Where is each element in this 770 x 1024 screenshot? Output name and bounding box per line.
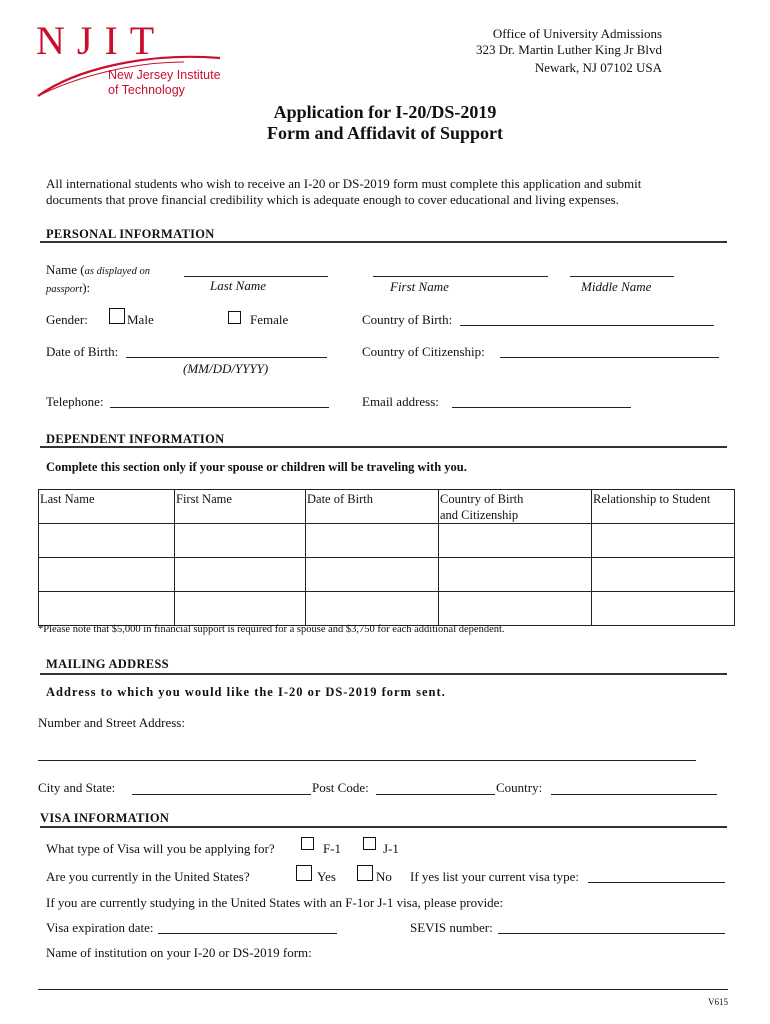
in-us-question: Are you currently in the United States?	[46, 869, 250, 884]
column-header	[439, 490, 592, 524]
table-cell[interactable]	[439, 524, 592, 558]
visa-type-question: What type of Visa will you be applying for?	[46, 841, 275, 856]
table-row	[39, 524, 735, 558]
street-address-field[interactable]	[38, 760, 696, 761]
current-visa-field[interactable]	[588, 882, 725, 883]
mailing-address-rule	[40, 673, 727, 675]
f1-checkbox[interactable]	[301, 837, 314, 850]
logo-subtitle-2: of Technology	[108, 83, 185, 97]
country-of-birth-label: Country of Birth:	[362, 312, 453, 327]
logo-subtitle-1: New Jersey Institute	[108, 68, 221, 82]
telephone-label: Telephone:	[46, 394, 104, 409]
country-field[interactable]	[551, 794, 717, 795]
dependent-table-header	[39, 490, 735, 524]
first-name-field[interactable]	[373, 276, 548, 277]
table-row	[39, 558, 735, 592]
post-code-label: Post Code:	[312, 780, 369, 795]
table-cell[interactable]	[39, 524, 175, 558]
email-label: Email address:	[362, 394, 439, 409]
no-checkbox[interactable]	[357, 865, 373, 881]
current-visa-label: If yes list your current visa type:	[410, 869, 579, 884]
country-of-citizenship-label: Country of Citizenship:	[362, 344, 485, 359]
dependent-table	[38, 489, 735, 626]
table-row	[39, 592, 735, 626]
sevis-number-field[interactable]	[498, 933, 725, 934]
dependent-instruction: Complete this section only if your spouse or children will be traveling with you.	[46, 460, 467, 474]
country-of-birth-field[interactable]	[460, 325, 714, 326]
yes-checkbox[interactable]	[296, 865, 312, 881]
dependent-note: *Please note that $5,000 in financial support is required for a spouse and $3,750 for each additional dependent.	[38, 624, 505, 635]
page-subtitle: Form and Affidavit of Support	[266, 123, 504, 143]
dob-format-hint: (MM/DD/YYYY)	[183, 361, 269, 376]
first-name-caption: First Name	[390, 279, 449, 294]
last-name-field[interactable]	[184, 276, 328, 277]
visa-expiration-field[interactable]	[158, 933, 337, 934]
female-label: Female	[250, 312, 289, 327]
table-cell[interactable]	[306, 592, 439, 626]
studying-instruction: If you are currently studying in the United States with an F-1or J-1 visa, please provide:	[46, 895, 504, 910]
personal-info-heading: PERSONAL INFORMATION	[46, 227, 215, 241]
j1-checkbox[interactable]	[363, 837, 376, 850]
mailing-instruction: Address to which you would like the I-20 or DS-2019 form sent.	[46, 685, 446, 699]
middle-name-field[interactable]	[570, 276, 674, 277]
dependent-info-heading: DEPENDENT INFORMATION	[46, 432, 225, 446]
column-header-line: Country of Birth	[440, 492, 524, 506]
form-code: V615	[708, 997, 728, 1007]
yes-label: Yes	[317, 869, 336, 884]
column-header: Date of Birth	[306, 490, 439, 524]
name-label-text: Name (	[46, 262, 85, 277]
visa-info-heading: VISA INFORMATION	[40, 811, 170, 825]
office-street: 323 Dr. Martin Luther King Jr Blvd	[476, 42, 662, 57]
table-cell[interactable]	[175, 524, 306, 558]
column-header: First Name	[175, 490, 306, 524]
table-cell[interactable]	[175, 558, 306, 592]
table-cell[interactable]	[39, 592, 175, 626]
no-label: No	[376, 869, 392, 884]
visa-expiration-label: Visa expiration date:	[46, 920, 154, 935]
office-name: Office of University Admissions	[492, 26, 662, 41]
intro-line-1: All international students who wish to receive an I-20 or DS-2019 form must complete this application and submit	[46, 176, 642, 191]
street-address-label: Number and Street Address:	[38, 715, 185, 730]
name-label	[46, 262, 150, 278]
institution-label: Name of institution on your I-20 or DS-2019 form:	[46, 945, 312, 960]
female-checkbox[interactable]	[228, 311, 241, 324]
sevis-number-label: SEVIS number:	[410, 920, 493, 935]
city-state-field[interactable]	[132, 794, 311, 795]
table-cell[interactable]	[39, 558, 175, 592]
name-hint-line2	[46, 280, 90, 296]
table-cell[interactable]	[439, 592, 592, 626]
city-state-label: City and State:	[38, 780, 116, 795]
f1-label: F-1	[323, 841, 342, 856]
table-cell[interactable]	[592, 524, 735, 558]
dob-field[interactable]	[126, 357, 327, 358]
j1-label: J-1	[383, 841, 399, 856]
column-header: Last Name	[39, 490, 175, 524]
table-cell[interactable]	[175, 592, 306, 626]
dob-label: Date of Birth:	[46, 344, 119, 359]
intro-line-2: documents that prove financial credibility which is adequate enough to cover educational and living expenses.	[46, 192, 619, 207]
gender-label: Gender:	[46, 312, 88, 327]
middle-name-caption: Middle Name	[581, 279, 652, 294]
table-cell[interactable]	[592, 592, 735, 626]
name-hint-passport: passport	[46, 284, 83, 295]
table-cell[interactable]	[592, 558, 735, 592]
mailing-address-heading: MAILING ADDRESS	[46, 657, 169, 671]
last-name-caption: Last Name	[210, 278, 266, 293]
logo-lettering: NJIT	[36, 18, 167, 63]
telephone-field[interactable]	[110, 407, 329, 408]
table-cell[interactable]	[439, 558, 592, 592]
name-label-close: ):	[82, 280, 91, 295]
male-label: Male	[127, 312, 154, 327]
personal-info-rule	[40, 241, 727, 243]
male-checkbox[interactable]	[109, 308, 125, 324]
institution-field[interactable]	[38, 989, 728, 990]
table-cell[interactable]	[306, 524, 439, 558]
email-field[interactable]	[452, 407, 631, 408]
column-header: Relationship to Student	[592, 490, 735, 524]
dependent-info-rule	[40, 446, 727, 448]
country-label: Country:	[496, 780, 543, 795]
office-city: Newark, NJ 07102 USA	[534, 60, 662, 75]
page-title: Application for I-20/DS-2019	[273, 102, 497, 122]
table-cell[interactable]	[306, 558, 439, 592]
post-code-field[interactable]	[376, 794, 495, 795]
name-hint: as displayed on	[84, 266, 150, 277]
country-of-citizenship-field[interactable]	[500, 357, 719, 358]
column-header-line: and Citizenship	[440, 508, 519, 522]
visa-info-rule	[40, 826, 727, 828]
